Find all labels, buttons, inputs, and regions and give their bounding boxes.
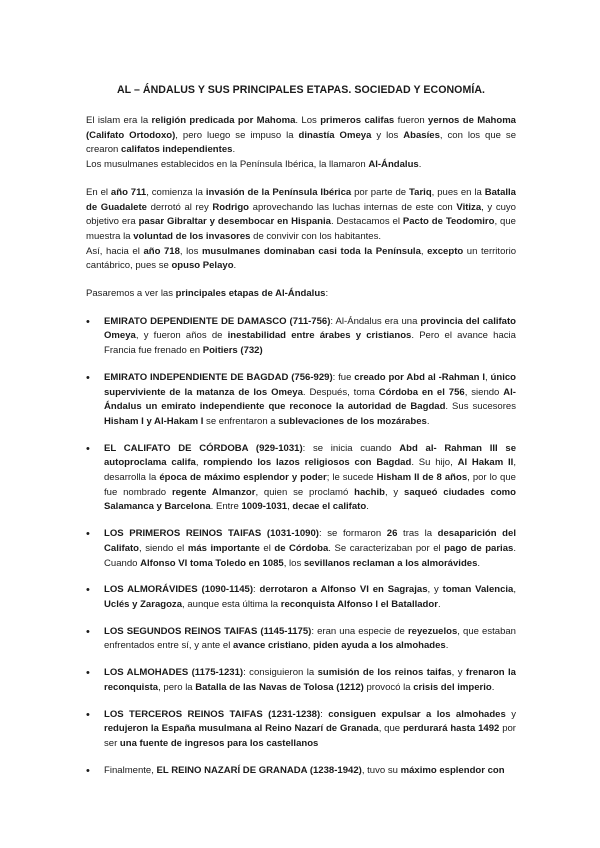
paragraph-stages-intro: Pasaremos a ver las principales etapas de Al-Ándalus: [86,288,329,300]
stage-item: • LOS ALMOHADES (1175-1231): consiguieron la sumisión de los reinos taifas, y frenaron la reconquista, pero la Batalla de las Navas de Tolosa (1212) provocó la crisis del imperio. [86,666,516,695]
bold-text: pasar Gibraltar y desembocar en Hispania [138,216,331,228]
bold-text: Pacto de Teodomiro [402,216,495,228]
stages-list [86,315,516,779]
bold-text: derrotaron a Alfonso VI en Sagrajas [259,584,428,596]
bold-text: toman Valencia [442,584,514,596]
bold-text: Rodrigo [212,201,249,213]
bold-text: frenaron la reconquista [104,667,516,693]
bold-text: hachib [354,486,385,498]
bold-text: Córdoba en el 756 [378,386,465,398]
bold-text: yernos de Mahoma (Califato Ortodoxo) [86,115,516,141]
bold-text: de Córdoba [274,542,329,554]
stage-item: • LOS SEGUNDOS REINOS TAIFAS (1145-1175): eran una especie de reyezuelos, que estaban enfrentados entre sí, y ante el avance cristiano, piden ayuda a los almohades. [86,625,516,654]
stage-item: • EMIRATO INDEPENDIENTE DE BAGDAD (756-929): fue creado por Abd al -Rahman I, único superviviente de la matanza de los Omeya. Después, toma Córdoba en el 756, siendo Al-Ándalus un emirato independiente que reconoce la autoridad de Bagdad. Sus sucesores Hisham I y Al-Hakam I se enfrentaron a sublevaciones de los mozárabes. [86,371,516,430]
bold-text: pago de parias [444,542,514,554]
bold-text: dinastía Omeya [298,129,372,141]
stage-item: • LOS TERCEROS REINOS TAIFAS (1231-1238): consiguen expulsar a los almohades y redujeron la España musulmana al Reino Nazarí de Granada, que perdurará hasta 1492 por ser una fuente de ingresos para los castellanos [86,708,516,752]
stage-item: • EL CALIFATO DE CÓRDOBA (929-1031): se inicia cuando Abd al- Rahman III se autoproclama califa, rompiendo los lazos religiosos con Bagdad. Su hijo, Al Hakam II, desarrolla la época de máximo esplendor y poder; le sucede Hisham II de 8 años, por lo que fue nombrado regente Almanzor, quien se proclamó hachib, y saqueó ciudades como Salamanca y Barcelona. Entre 1009-1031, decae el califato. [86,442,516,516]
stage-item: • Finalmente, EL REINO NAZARÍ DE GRANADA (1238-1942), tuvo su máximo esplendor con [86,764,516,779]
bold-text: EMIRATO DEPENDIENTE DE DAMASCO (711-756) [104,315,331,327]
bold-text: año 711 [110,186,147,198]
bold-text: decae el califato [292,501,367,513]
paragraph-intro: El islam era la religión predicada por Mahoma. Los primeros califas fueron yernos de Mahoma (Califato Ortodoxo), pero luego se impuso la dinastía Omeya y los Abasíes, con los que se crearon califatos independientes. [86,115,517,156]
bold-text: más importante [187,542,260,554]
paragraph-al-andalus: Los musulmanes establecidos en la Península Ibérica, la llamaron Al-Ándalus. [86,159,422,171]
stage-item: • LOS PRIMEROS REINOS TAIFAS (1031-1090): se formaron 26 tras la desaparición del Califato, siendo el más importante el de Córdoba. Se caracterizaban por el pago de parias. Cuando Alfonso VI toma Toledo en 1085, los sevillanos reclaman a los almorávides. [86,527,516,571]
bold-text: máximo esplendor con [400,764,505,776]
paragraph-718: Así, hacia el año 718, los musulmanes dominaban casi toda la Península, excepto un territorio cantábrico, pues se opuso Pelayo. [86,245,516,272]
bold-text: primeros califas [320,115,395,126]
bold-text: regente Almanzor [171,486,256,498]
bold-text: Alfonso VI toma Toledo en 1085 [140,557,284,569]
bold-text: Uclés y Zaragoza [104,598,183,610]
bold-text: creado por Abd al -Rahman I [354,371,485,383]
bold-text: religión predicada por Mahoma [151,115,296,126]
bold-text: consiguen expulsar a los almohades [328,708,506,720]
bold-text: rompiendo los lazos religiosos con Bagdad [203,457,412,469]
document-title: AL – ÁNDALUS Y SUS PRINCIPALES ETAPAS. SOCIEDAD Y ECONOMÍA. [116,84,486,96]
stage-item: • EMIRATO DEPENDIENTE DE DAMASCO (711-756): Al-Ándalus era una provincia del califato Omeya, y fueron años de inestabilidad entre árabes y cristianos. Pero el avance hacia Francia fue frenado en Poitiers (732) [86,315,516,359]
bold-text: sumisión de los reinos taifas [317,667,452,679]
bold-text: Hisham II de 8 años [376,472,468,484]
bold-text: perdurará hasta 1492 [402,723,500,735]
bold-text: avance cristiano [232,640,308,652]
bold-text: provincia del califato Omeya [104,315,516,342]
bold-text: LOS ALMORÁVIDES (1090-1145) [104,584,254,596]
paragraph-711: En el año 711, comienza la invasión de la Península Ibérica por parte de Tariq, pues en la Batalla de Guadalete derrotó al rey Rodrigo aprovechando las luchas internas de este con Vitiza, y cuyo objetivo era pasar Gibraltar y desembocar en Hispania. Destacamos el Pacto de Teodomiro, que muestra la voluntad de los invasores de convivir con los habitantes. [86,186,516,242]
stage-item: • LOS ALMORÁVIDES (1090-1145): derrotaron a Alfonso VI en Sagrajas, y toman Valencia, Uclés y Zaragoza, aunque esta última la reconquista Alfonso I el Batallador. [86,583,516,612]
bold-text: Poitiers (732) [202,345,263,357]
bold-text: Tariq [409,186,432,198]
bold-text: Vitiza [456,201,482,213]
bold-text: saqueó ciudades como Salamanca y Barcelona [104,486,516,513]
bold-text: Al-Ándalus un emirato independiente que reconoce la autoridad de Bagdad [104,386,516,413]
bold-text: invasión de la Península Ibérica [205,186,352,198]
bold-text: piden ayuda a los almohades [313,640,446,652]
bold-text: opuso Pelayo [171,260,234,272]
bold-text: crisis del imperio [413,681,492,693]
bold-text: Hisham I y Al-Hakam I [104,415,204,427]
bold-text: redujeron la España musulmana al Reino Nazarí de Granada [104,723,379,735]
bold-text: año 718 [143,245,180,257]
bold-text: reconquista Alfonso I el Batallador [280,598,438,610]
bold-text: Al-Ándalus [368,159,419,171]
bold-text: LOS SEGUNDOS REINOS TAIFAS (1145-1175) [104,625,312,637]
bold-text: Batalla de las Navas de Tolosa (1212) [195,681,364,693]
bold-text: Abasíes [403,129,440,141]
bold-text: 26 [386,528,398,540]
bold-text: EMIRATO INDEPENDIENTE DE BAGDAD (756-929) [104,371,333,383]
bold-text: LOS ALMOHADES (1175-1231) [104,667,244,679]
bold-text: LOS TERCEROS REINOS TAIFAS (1231-1238) [104,708,321,720]
bold-text: califatos independientes [121,144,233,156]
bold-text: musulmanes dominaban casi toda la Península [201,245,421,257]
bold-text: Al Hakam II [457,457,514,469]
bold-text: inestabilidad entre árabes y cristianos [227,330,412,342]
bold-text: EL CALIFATO DE CÓRDOBA (929-1031) [104,442,303,454]
bold-text: principales etapas de Al-Ándalus [175,288,326,300]
bold-text: una fuente de ingresos para los castellanos [119,737,319,749]
bold-text: sublevaciones de los mozárabes [278,415,427,427]
bold-text: reyezuelos [407,625,458,637]
bold-text: voluntad de los invasores [133,230,251,242]
bold-text: época de máximo esplendor y poder [159,472,327,484]
bold-text: Batalla de Guadalete [86,186,516,213]
bold-text: EL REINO NAZARÍ DE GRANADA (1238-1942) [156,764,362,776]
bold-text: 1009-1031 [241,501,288,513]
bold-text: único superviviente de la matanza de los Omeya [104,371,516,398]
bold-text: LOS PRIMEROS REINOS TAIFAS (1031-1090) [104,528,319,540]
bold-text: excepto [427,245,464,257]
bold-text: Abd al- Rahman III se autoproclama califa [104,442,516,469]
bold-text: desaparición del Califato [104,528,516,554]
bold-text: sevillanos reclaman a los almorávides [303,557,478,569]
